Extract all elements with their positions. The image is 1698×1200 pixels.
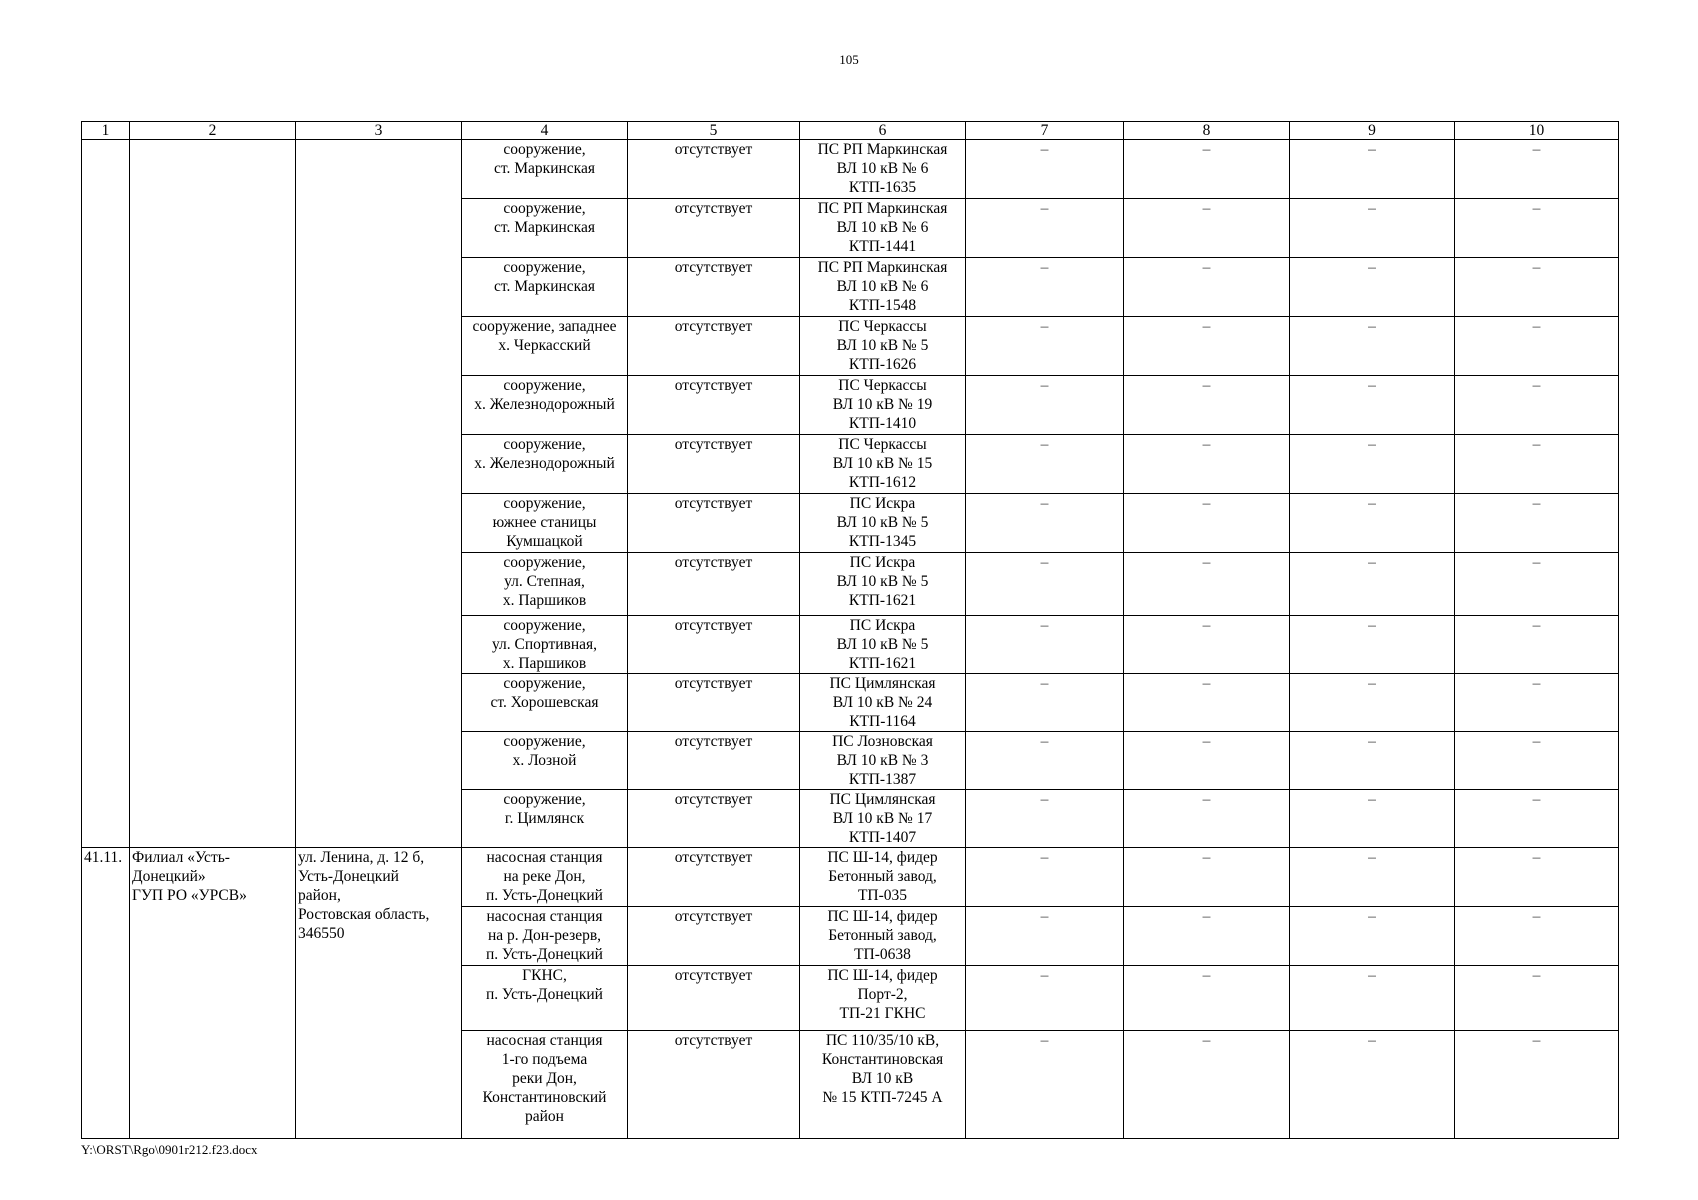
power-source-cell: ПС 110/35/10 кВ, Константиновская ВЛ 10 кВ № 15 КТП-7245 А <box>800 1031 966 1139</box>
status-cell: отсутствует <box>628 848 800 907</box>
row-number-cell <box>82 140 130 848</box>
col7-cell: – <box>966 966 1124 1031</box>
col8-cell: – <box>1124 1031 1290 1139</box>
header-row <box>82 122 1619 140</box>
object-cell: сооружение, западнее х. Черкасский <box>462 317 628 376</box>
col8-cell: – <box>1124 907 1290 966</box>
object-cell: сооружение, ул. Степная, х. Паршиков <box>462 553 628 616</box>
organization-cell: Филиал «Усть- Донецкий» ГУП РО «УРСВ» <box>130 848 296 1139</box>
table-row <box>82 848 1619 907</box>
status-cell: отсутствует <box>628 907 800 966</box>
row-number-cell: 41.11. <box>82 848 130 1139</box>
col9-cell: – <box>1290 258 1455 317</box>
object-cell: насосная станция на р. Дон-резерв, п. Усть-Донецкий <box>462 907 628 966</box>
power-source-cell: ПС Ш-14, фидер Бетонный завод, ТП-035 <box>800 848 966 907</box>
col10-cell: – <box>1455 732 1619 790</box>
power-source-cell: ПС Лозновская ВЛ 10 кВ № 3 КТП-1387 <box>800 732 966 790</box>
table-row <box>82 140 1619 199</box>
power-source-cell: ПС Искра ВЛ 10 кВ № 5 КТП-1621 <box>800 553 966 616</box>
status-cell: отсутствует <box>628 317 800 376</box>
col10-cell: – <box>1455 790 1619 848</box>
status-cell: отсутствует <box>628 616 800 674</box>
col8-cell: – <box>1124 674 1290 732</box>
power-source-cell: ПС РП Маркинская ВЛ 10 кВ № 6 КТП-1635 <box>800 140 966 199</box>
object-cell: сооружение, ст. Хорошевская <box>462 674 628 732</box>
col9-cell: – <box>1290 790 1455 848</box>
col9-cell: – <box>1290 199 1455 258</box>
col-header-8: 8 <box>1124 122 1290 140</box>
power-source-cell: ПС Черкассы ВЛ 10 кВ № 19 КТП-1410 <box>800 376 966 435</box>
object-cell: сооружение, ул. Спортивная, х. Паршиков <box>462 616 628 674</box>
col8-cell: – <box>1124 616 1290 674</box>
col9-cell: – <box>1290 376 1455 435</box>
status-cell: отсутствует <box>628 674 800 732</box>
col8-cell: – <box>1124 199 1290 258</box>
col-header-9: 9 <box>1290 122 1455 140</box>
col-header-10: 10 <box>1455 122 1619 140</box>
col7-cell: – <box>966 790 1124 848</box>
power-source-cell: ПС Цимлянская ВЛ 10 кВ № 17 КТП-1407 <box>800 790 966 848</box>
object-cell: сооружение, ст. Маркинская <box>462 258 628 317</box>
col9-cell: – <box>1290 494 1455 553</box>
col10-cell: – <box>1455 258 1619 317</box>
col10-cell: – <box>1455 317 1619 376</box>
power-source-cell: ПС Ш-14, фидер Бетонный завод, ТП-0638 <box>800 907 966 966</box>
data-table <box>81 121 1619 1139</box>
col7-cell: – <box>966 674 1124 732</box>
status-cell: отсутствует <box>628 732 800 790</box>
address-cell <box>296 140 462 848</box>
col-header-6: 6 <box>800 122 966 140</box>
col-header-4: 4 <box>462 122 628 140</box>
power-source-cell: ПС РП Маркинская ВЛ 10 кВ № 6 КТП-1441 <box>800 199 966 258</box>
col8-cell: – <box>1124 732 1290 790</box>
col7-cell: – <box>966 494 1124 553</box>
col10-cell: – <box>1455 966 1619 1031</box>
col7-cell: – <box>966 435 1124 494</box>
col7-cell: – <box>966 376 1124 435</box>
col9-cell: – <box>1290 140 1455 199</box>
col9-cell: – <box>1290 317 1455 376</box>
col7-cell: – <box>966 553 1124 616</box>
col7-cell: – <box>966 140 1124 199</box>
col-header-7: 7 <box>966 122 1124 140</box>
col8-cell: – <box>1124 376 1290 435</box>
power-source-cell: ПС Черкассы ВЛ 10 кВ № 15 КТП-1612 <box>800 435 966 494</box>
col8-cell: – <box>1124 848 1290 907</box>
object-cell: ГКНС, п. Усть-Донецкий <box>462 966 628 1031</box>
col8-cell: – <box>1124 494 1290 553</box>
col9-cell: – <box>1290 907 1455 966</box>
status-cell: отсутствует <box>628 494 800 553</box>
object-cell: сооружение, х. Лозной <box>462 732 628 790</box>
col9-cell: – <box>1290 616 1455 674</box>
status-cell: отсутствует <box>628 553 800 616</box>
col7-cell: – <box>966 616 1124 674</box>
object-cell: сооружение, х. Железнодорожный <box>462 435 628 494</box>
col8-cell: – <box>1124 258 1290 317</box>
col7-cell: – <box>966 199 1124 258</box>
col7-cell: – <box>966 258 1124 317</box>
status-cell: отсутствует <box>628 199 800 258</box>
col10-cell: – <box>1455 376 1619 435</box>
object-cell: сооружение, ст. Маркинская <box>462 140 628 199</box>
col7-cell: – <box>966 732 1124 790</box>
status-cell: отсутствует <box>628 1031 800 1139</box>
status-cell: отсутствует <box>628 790 800 848</box>
power-source-cell: ПС Цимлянская ВЛ 10 кВ № 24 КТП-1164 <box>800 674 966 732</box>
col8-cell: – <box>1124 553 1290 616</box>
power-source-cell: ПС Искра ВЛ 10 кВ № 5 КТП-1621 <box>800 616 966 674</box>
col8-cell: – <box>1124 140 1290 199</box>
col9-cell: – <box>1290 966 1455 1031</box>
col7-cell: – <box>966 1031 1124 1139</box>
col9-cell: – <box>1290 732 1455 790</box>
page-number: 105 <box>839 52 859 67</box>
power-source-cell: ПС Искра ВЛ 10 кВ № 5 КТП-1345 <box>800 494 966 553</box>
col9-cell: – <box>1290 848 1455 907</box>
footer-file-path: Y:\ORST\Rgo\0901r212.f23.docx <box>81 1142 258 1157</box>
col10-cell: – <box>1455 848 1619 907</box>
power-source-cell: ПС Черкассы ВЛ 10 кВ № 5 КТП-1626 <box>800 317 966 376</box>
status-cell: отсутствует <box>628 258 800 317</box>
power-source-cell: ПС РП Маркинская ВЛ 10 кВ № 6 КТП-1548 <box>800 258 966 317</box>
col7-cell: – <box>966 848 1124 907</box>
col10-cell: – <box>1455 674 1619 732</box>
col10-cell: – <box>1455 140 1619 199</box>
col10-cell: – <box>1455 199 1619 258</box>
col-header-3: 3 <box>296 122 462 140</box>
object-cell: насосная станция 1-го подъема реки Дон, Константиновский район <box>462 1031 628 1139</box>
col8-cell: – <box>1124 966 1290 1031</box>
col9-cell: – <box>1290 674 1455 732</box>
col7-cell: – <box>966 317 1124 376</box>
address-cell: ул. Ленина, д. 12 б, Усть-Донецкий район, Ростовская область, 346550 <box>296 848 462 1139</box>
col10-cell: – <box>1455 1031 1619 1139</box>
object-cell: сооружение, ст. Маркинская <box>462 199 628 258</box>
col10-cell: – <box>1455 907 1619 966</box>
status-cell: отсутствует <box>628 376 800 435</box>
object-cell: сооружение, южнее станицы Кумшацкой <box>462 494 628 553</box>
object-cell: сооружение, г. Цимлянск <box>462 790 628 848</box>
col10-cell: – <box>1455 616 1619 674</box>
organization-cell <box>130 140 296 848</box>
power-source-cell: ПС Ш-14, фидер Порт-2, ТП-21 ГКНС <box>800 966 966 1031</box>
object-cell: сооружение, х. Железнодорожный <box>462 376 628 435</box>
col9-cell: – <box>1290 553 1455 616</box>
col10-cell: – <box>1455 494 1619 553</box>
col10-cell: – <box>1455 553 1619 616</box>
col9-cell: – <box>1290 435 1455 494</box>
col8-cell: – <box>1124 317 1290 376</box>
col7-cell: – <box>966 907 1124 966</box>
status-cell: отсутствует <box>628 435 800 494</box>
col8-cell: – <box>1124 435 1290 494</box>
status-cell: отсутствует <box>628 966 800 1031</box>
col-header-5: 5 <box>628 122 800 140</box>
col-header-1: 1 <box>82 122 130 140</box>
object-cell: насосная станция на реке Дон, п. Усть-Донецкий <box>462 848 628 907</box>
col8-cell: – <box>1124 790 1290 848</box>
col10-cell: – <box>1455 435 1619 494</box>
table-body <box>82 140 1619 1139</box>
col-header-2: 2 <box>130 122 296 140</box>
col9-cell: – <box>1290 1031 1455 1139</box>
status-cell: отсутствует <box>628 140 800 199</box>
